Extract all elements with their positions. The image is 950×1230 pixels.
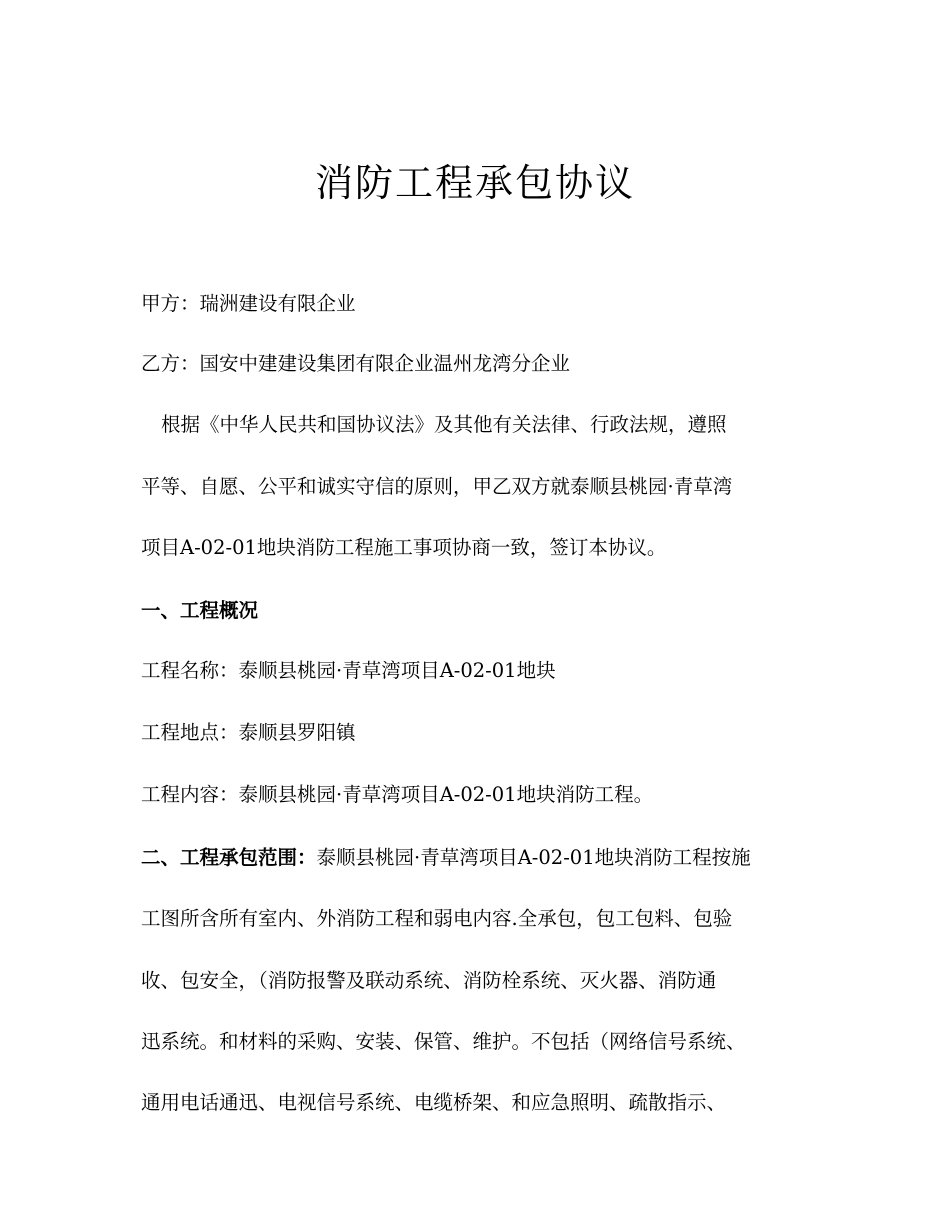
project-name: 工程名称：泰顺县桃园·青草湾项目A-02-01地块 (141, 659, 556, 682)
project-content: 工程内容：泰顺县桃园·青草湾项目A-02-01地块消防工程。 (141, 783, 654, 806)
party-a: 甲方：瑞洲建设有限企业 (141, 292, 356, 315)
section2-first-line-text: 泰顺县桃园·青草湾项目A-02-01地块消防工程按施 (316, 846, 751, 869)
section2-line-4: 迅系统。和材料的采购、安装、保管、维护。不包括（网络信号系统、 (141, 1030, 746, 1053)
section2-first-line (141, 843, 751, 873)
preamble-line-1: 根据《中华人民共和国协议法》及其他有关法律、行政法规，遵照 (161, 413, 727, 436)
section1-heading (141, 596, 258, 626)
document-title: 消防工程承包协议 (314, 161, 635, 205)
section2-line-5: 通用电话通迅、电视信号系统、电缆桥架、和应急照明、疏散指示、 (141, 1091, 727, 1114)
section2-line-3: 收、包安全，（消防报警及联动系统、消防栓系统、灭火器、消防通 (141, 969, 717, 992)
preamble-line-2: 平等、自愿、公平和诚实守信的原则，甲乙双方就泰顺县桃园·青草湾 (141, 475, 733, 498)
section2-line-2: 工图所含所有室内、外消防工程和弱电内容.全承包，包工包料、包验 (141, 907, 733, 930)
preamble-line-3: 项目A-02-01地块消防工程施工事项协商一致，签订本协议。 (141, 536, 667, 559)
section2-heading: 二、工程承包范围： (141, 846, 317, 869)
project-location: 工程地点：泰顺县罗阳镇 (141, 721, 356, 744)
section1-heading-text: 一、工程概况 (141, 599, 259, 622)
party-b: 乙方：国安中建建设集团有限企业温州龙湾分企业 (141, 352, 571, 375)
